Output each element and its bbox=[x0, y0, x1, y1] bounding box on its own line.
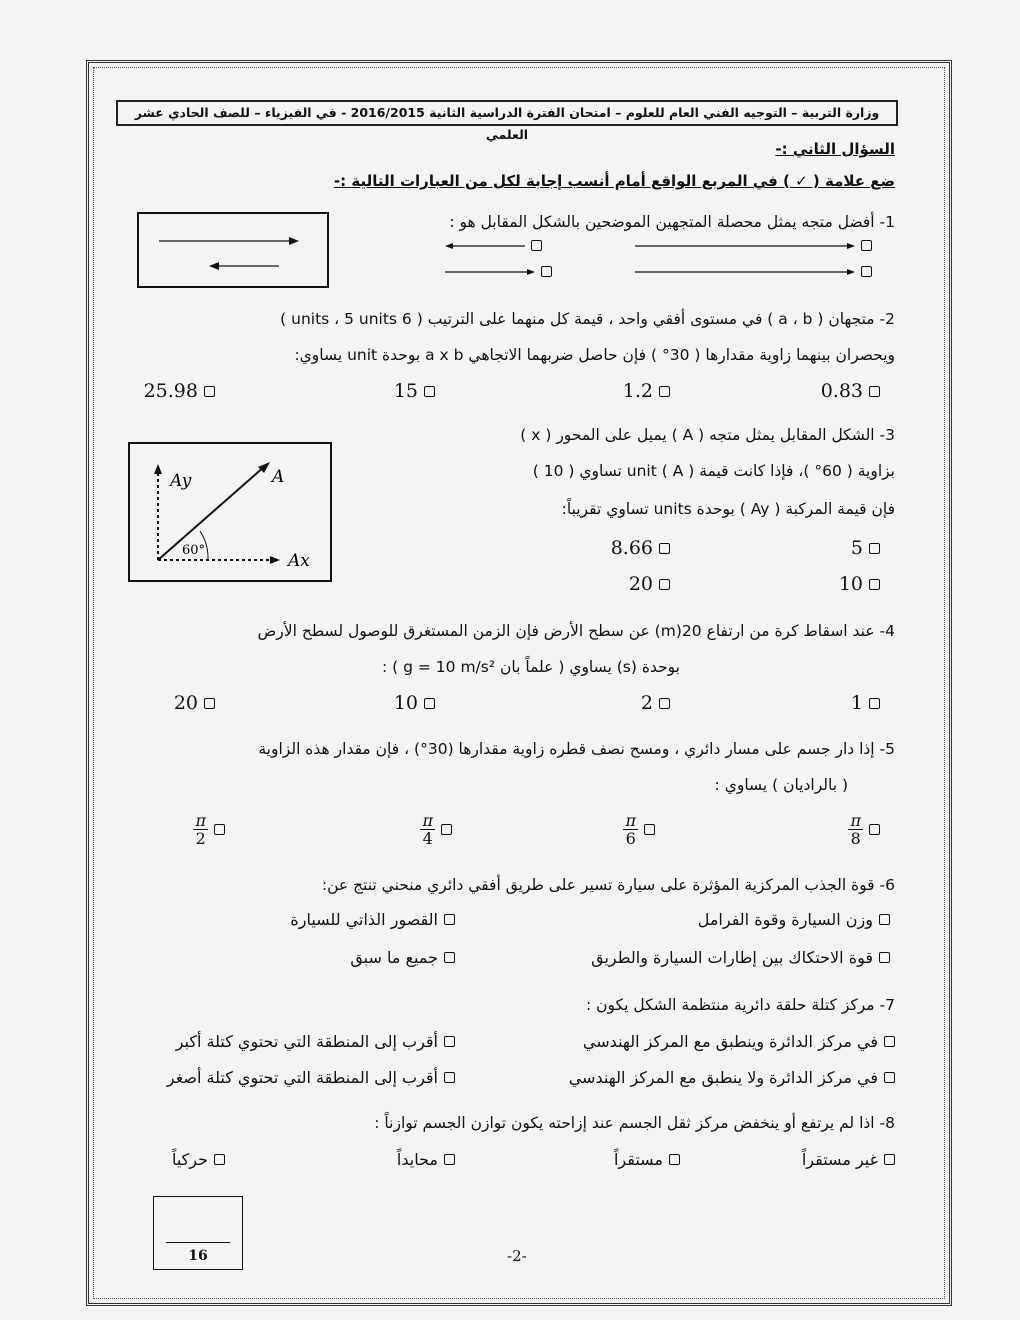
q5-option-2[interactable]: $\frac{\pi}{6}$ bbox=[623, 812, 655, 847]
checkbox[interactable] bbox=[669, 1154, 680, 1165]
q3-option-4[interactable]: 20 bbox=[629, 573, 670, 595]
q1-option-4[interactable] bbox=[445, 266, 552, 277]
checkbox[interactable] bbox=[541, 266, 552, 277]
q4-line2: بوحدة (s) يساوي ( علماً بان g = 10 m/s² ) : bbox=[382, 658, 680, 676]
checkbox[interactable] bbox=[884, 1036, 895, 1047]
checkbox[interactable] bbox=[441, 824, 452, 835]
checkbox[interactable] bbox=[444, 914, 455, 925]
q7-option-4[interactable]: أقرب إلى المنطقة التي تحتوي كتلة أصغر bbox=[167, 1068, 455, 1087]
q1-vectors bbox=[139, 214, 327, 286]
checkbox[interactable] bbox=[879, 952, 890, 963]
q3-figure bbox=[128, 442, 332, 582]
checkbox[interactable] bbox=[869, 698, 880, 709]
right-arrow-icon bbox=[635, 241, 855, 251]
section-title: السؤال الثاني :- bbox=[775, 140, 895, 158]
q1-figure bbox=[137, 212, 329, 288]
checkbox[interactable] bbox=[214, 1154, 225, 1165]
checkbox[interactable] bbox=[869, 579, 880, 590]
q2-line1: 2- متجهان ( a ، b ) في مستوى أفقي واحد ، قيمة كل منهما على الترتيب ( 6 units ، 5 units ) bbox=[280, 310, 895, 328]
q7-text: 7- مركز كتلة حلقة دائرية منتظمة الشكل يكون : bbox=[585, 996, 895, 1014]
right-arrow-icon bbox=[445, 267, 535, 277]
q6-option-4[interactable]: جميع ما سبق bbox=[350, 948, 455, 967]
checkbox[interactable] bbox=[204, 698, 215, 709]
q3-option-3[interactable]: 10 bbox=[839, 573, 880, 595]
q7-option-3[interactable]: في مركز الدائرة ولا ينطبق مع المركز الهندسي bbox=[569, 1068, 895, 1087]
q1-option-2[interactable] bbox=[635, 266, 872, 277]
checkbox[interactable] bbox=[659, 698, 670, 709]
q4-option-4[interactable]: 20 bbox=[174, 692, 215, 714]
checkbox[interactable] bbox=[861, 240, 872, 251]
q7-option-1[interactable]: في مركز الدائرة وينطبق مع المركز الهندسي bbox=[583, 1032, 895, 1051]
q8-option-3[interactable]: محايداً bbox=[397, 1150, 455, 1169]
instruction: ضع علامة ( ✓ ) في المربع الواقع أمام أنسب إجابة لكل من العبارات التالية :- bbox=[333, 172, 895, 190]
checkbox[interactable] bbox=[659, 543, 670, 554]
q2-option-4[interactable]: 25.98 bbox=[144, 380, 215, 402]
q7-option-2[interactable]: أقرب إلى المنطقة التي تحتوي كتلة أكبر bbox=[176, 1032, 455, 1051]
q3-line1: 3- الشكل المقابل يمثل متجه ( A ) يميل على المحور ( x ) bbox=[520, 426, 895, 444]
right-arrow-icon bbox=[635, 267, 855, 277]
checkbox[interactable] bbox=[531, 240, 542, 251]
q5-option-3[interactable]: $\frac{\pi}{4}$ bbox=[420, 812, 452, 847]
q8-option-4[interactable]: حركياً bbox=[172, 1150, 225, 1169]
checkbox[interactable] bbox=[444, 1036, 455, 1047]
checkbox[interactable] bbox=[644, 824, 655, 835]
checkbox[interactable] bbox=[861, 266, 872, 277]
checkbox[interactable] bbox=[424, 386, 435, 397]
score-value: 16 bbox=[188, 1248, 208, 1264]
q2-line2: ويحصران بينهما زاوية مقدارها ( 30° ) فإن حاصل ضربهما الاتجاهي a x b بوحدة unit يساوي: bbox=[294, 346, 895, 364]
exam-header: وزارة التربية – التوجيه الفني العام للعلوم – امتحان الفترة الدراسية الثانية 2016/2015 - في الفيزياء – للصف الحادي عشر العلمي bbox=[116, 100, 898, 126]
checkbox[interactable] bbox=[444, 952, 455, 963]
checkbox[interactable] bbox=[659, 579, 670, 590]
q8-option-1[interactable]: غير مستقراً bbox=[802, 1150, 895, 1169]
q1-option-3[interactable] bbox=[445, 240, 542, 251]
q4-option-2[interactable]: 2 bbox=[641, 692, 670, 714]
ay-label: Ay bbox=[170, 471, 192, 491]
checkbox[interactable] bbox=[444, 1154, 455, 1165]
q8-option-2[interactable]: مستقراً bbox=[614, 1150, 680, 1169]
q3-option-2[interactable]: 8.66 bbox=[611, 537, 670, 559]
q5-line2: ( بالراديان ) يساوي : bbox=[714, 776, 848, 794]
left-arrow-icon bbox=[445, 241, 525, 251]
q6-text: 6- قوة الجذب المركزية المؤثرة على سيارة تسير على طريق أفقي دائري منحني تنتج عن: bbox=[321, 876, 895, 894]
q2-option-1[interactable]: 0.83 bbox=[821, 380, 880, 402]
ax-label: Ax bbox=[288, 551, 310, 571]
q6-option-1[interactable]: وزن السيارة وقوة الفرامل bbox=[698, 910, 890, 929]
checkbox[interactable] bbox=[204, 386, 215, 397]
q8-text: 8- اذا لم يرتفع أو ينخفض مركز ثقل الجسم عند إزاحته يكون توازن الجسم توازناً : bbox=[374, 1114, 895, 1132]
q3-line3: فإن قيمة المركبة ( Ay ) بوحدة units تساوي تقريباً: bbox=[561, 500, 895, 518]
checkbox[interactable] bbox=[444, 1072, 455, 1083]
angle-label: 60° bbox=[182, 543, 206, 558]
q1-text: 1- أفضل متجه يمثل محصلة المتجهين الموضحين بالشكل المقابل هو : bbox=[449, 213, 895, 231]
q2-option-3[interactable]: 15 bbox=[394, 380, 435, 402]
checkbox[interactable] bbox=[869, 543, 880, 554]
checkbox[interactable] bbox=[659, 386, 670, 397]
q5-line1: 5- إذا دار جسم على مسار دائري ، ومسح نصف قطره زاوية مقدارها (30°) ، فإن مقدار هذه الزاوية bbox=[258, 740, 895, 758]
q4-line1: 4- عند اسقاط كرة من ارتفاع 20(m) عن سطح الأرض فإن الزمن المستغرق للوصول لسطح الأرض bbox=[257, 622, 895, 640]
page-number: -2- bbox=[507, 1247, 527, 1265]
q5-option-1[interactable]: $\frac{\pi}{8}$ bbox=[848, 812, 880, 847]
score-line bbox=[166, 1242, 230, 1243]
q2-option-2[interactable]: 1.2 bbox=[623, 380, 670, 402]
checkbox[interactable] bbox=[879, 914, 890, 925]
q4-option-3[interactable]: 10 bbox=[394, 692, 435, 714]
score-box bbox=[153, 1196, 243, 1270]
q3-line2: بزاوية ( 60° )، فإذا كانت قيمة ( A ) unit تساوي ( 10 ) bbox=[532, 462, 895, 480]
q5-option-4[interactable]: $\frac{\pi}{2}$ bbox=[193, 812, 225, 847]
q3-vector-diagram bbox=[130, 444, 330, 580]
q3-option-1[interactable]: 5 bbox=[851, 537, 880, 559]
checkbox[interactable] bbox=[869, 386, 880, 397]
checkbox[interactable] bbox=[424, 698, 435, 709]
checkbox[interactable] bbox=[869, 824, 880, 835]
checkbox[interactable] bbox=[884, 1072, 895, 1083]
q6-option-2[interactable]: القصور الذاتي للسيارة bbox=[290, 910, 455, 929]
q4-option-1[interactable]: 1 bbox=[851, 692, 880, 714]
a-label: A bbox=[272, 467, 285, 487]
q6-option-3[interactable]: قوة الاحتكاك بين إطارات السيارة والطريق bbox=[591, 948, 890, 967]
q1-option-1[interactable] bbox=[635, 240, 872, 251]
checkbox[interactable] bbox=[884, 1154, 895, 1165]
checkbox[interactable] bbox=[214, 824, 225, 835]
